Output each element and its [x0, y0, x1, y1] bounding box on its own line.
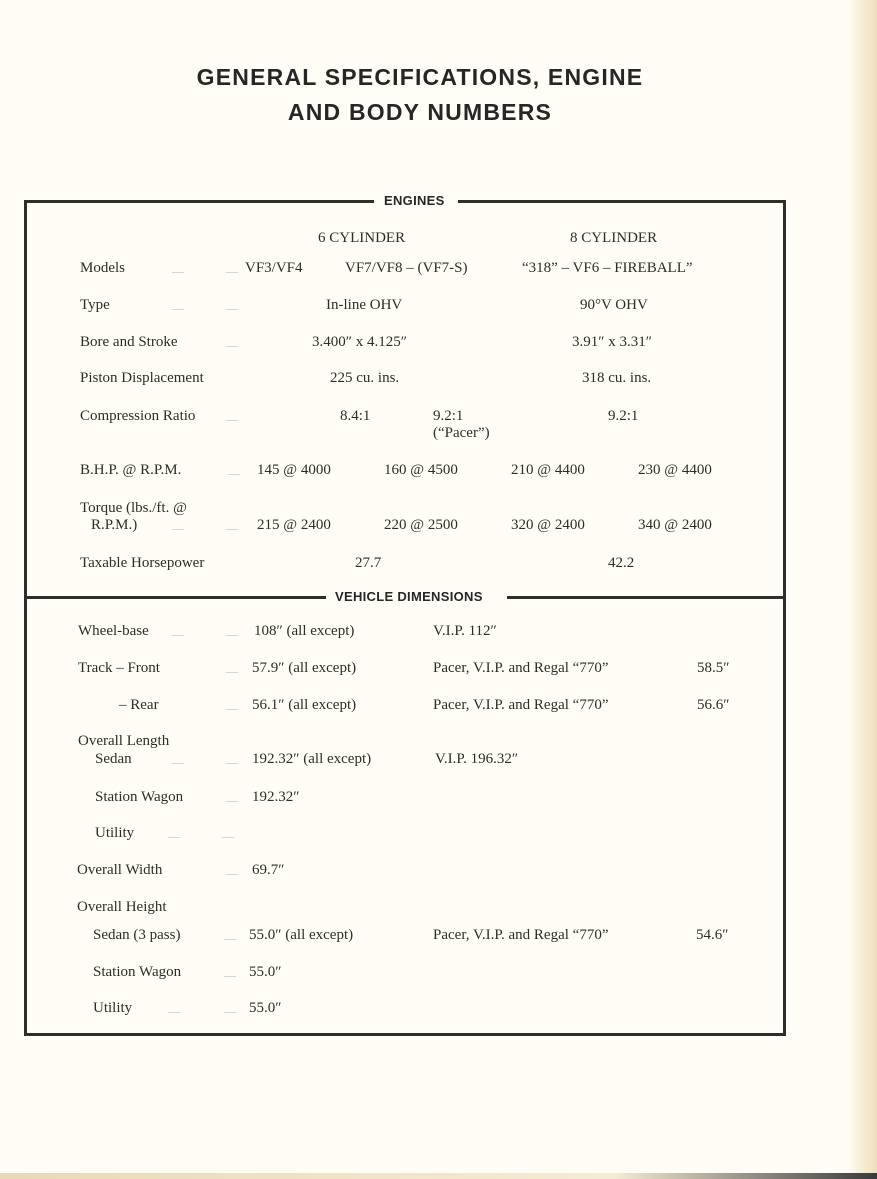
displacement-eight: 318 cu. ins. [582, 370, 652, 386]
compression-six-b: 9.2:1 [433, 408, 464, 424]
leader-dots: ...... [224, 1006, 236, 1015]
bore-stroke-label: Bore and Stroke [80, 334, 178, 350]
leader-dots: ...... [222, 831, 234, 840]
leader-dots: ...... [172, 757, 184, 766]
leader-dots: ...... [224, 970, 236, 979]
engines-section-label: ENGINES [384, 193, 445, 208]
height-wagon-label: Station Wagon [93, 964, 182, 980]
type-label: Type [80, 297, 110, 313]
dimensions-rule-right [507, 596, 786, 599]
leader-dots: ...... [172, 629, 184, 638]
torque-value-2: 220 @ 2500 [384, 517, 458, 533]
leader-dots: ...... [168, 831, 180, 840]
leader-dots: ...... [226, 703, 238, 712]
torque-value-1: 215 @ 2400 [257, 517, 331, 533]
engines-rule-left [24, 200, 374, 203]
track-rear-value: 56.1″ (all except) [252, 697, 357, 713]
leader-dots: ...... [226, 266, 238, 275]
overall-width-value: 69.7″ [252, 862, 285, 878]
displacement-six: 225 cu. ins. [330, 370, 400, 386]
length-utility-label: Utility [95, 825, 135, 841]
dimensions-section-label: VEHICLE DIMENSIONS [335, 589, 483, 604]
bhp-value-1: 145 @ 4000 [257, 462, 331, 478]
track-front-label: Track – Front [78, 660, 160, 676]
bhp-label: B.H.P. @ R.P.M. [80, 462, 182, 478]
leader-dots: ...... [172, 523, 184, 532]
height-sedan-value: 55.0″ (all except) [249, 927, 354, 943]
displacement-label: Piston Displacement [80, 370, 204, 386]
overall-length-label: Overall Length [78, 733, 170, 749]
track-front-exception: Pacer, V.I.P. and Regal “770” [433, 660, 609, 676]
torque-value-4: 340 @ 2400 [638, 517, 712, 533]
page-edge-shadow [847, 0, 877, 1179]
torque-value-3: 320 @ 2400 [511, 517, 585, 533]
track-rear-exception: Pacer, V.I.P. and Regal “770” [433, 697, 609, 713]
leader-dots: ...... [224, 933, 236, 942]
overall-height-label: Overall Height [77, 899, 167, 915]
bhp-value-3: 210 @ 4400 [511, 462, 585, 478]
models-six-a: VF3/VF4 [245, 260, 303, 276]
leader-dots: ...... [226, 868, 238, 877]
models-eight: “318” – VF6 – FIREBALL” [522, 260, 693, 276]
length-sedan-exception: V.I.P. 196.32″ [435, 751, 519, 767]
leader-dots: ...... [226, 795, 238, 804]
leader-dots: ...... [226, 666, 238, 675]
height-utility-value: 55.0″ [249, 1000, 282, 1016]
type-eight: 90°V OHV [580, 297, 648, 313]
six-cylinder-header: 6 CYLINDER [318, 230, 406, 246]
compression-label: Compression Ratio [80, 408, 196, 424]
engines-rule-right [458, 200, 786, 203]
models-label: Models [80, 260, 125, 276]
leader-dots: ...... [172, 303, 184, 312]
overall-width-label: Overall Width [77, 862, 163, 878]
height-sedan-exception: Pacer, V.I.P. and Regal “770” [433, 927, 609, 943]
wheelbase-exception: V.I.P. 112″ [433, 623, 497, 639]
compression-pacer-note: (“Pacer”) [433, 425, 490, 441]
taxable-hp-label: Taxable Horsepower [80, 555, 205, 571]
length-wagon-label: Station Wagon [95, 789, 184, 805]
leader-dots: ...... [226, 414, 238, 423]
page-bottom-edge [0, 1173, 877, 1179]
leader-dots: ...... [226, 523, 238, 532]
torque-label-line-2: R.P.M.) [91, 517, 138, 533]
height-sedan-label: Sedan (3 pass) [93, 927, 181, 943]
length-sedan-label: Sedan [95, 751, 132, 767]
eight-cylinder-header: 8 CYLINDER [570, 230, 658, 246]
height-wagon-value: 55.0″ [249, 964, 282, 980]
compression-eight: 9.2:1 [608, 408, 639, 424]
page-title-line-2: AND BODY NUMBERS [287, 99, 553, 125]
type-six: In-line OHV [326, 297, 403, 313]
leader-dots: ...... [226, 340, 238, 349]
page-title-line-1: GENERAL SPECIFICATIONS, ENGINE [196, 64, 644, 90]
bore-stroke-six: 3.400″ x 4.125″ [312, 334, 407, 350]
dimensions-rule-left [24, 596, 326, 599]
track-front-exception-value: 58.5″ [697, 660, 730, 676]
leader-dots: ...... [228, 468, 240, 477]
torque-label-line-1: Torque (lbs./ft. @ [80, 500, 187, 516]
bore-stroke-eight: 3.91″ x 3.31″ [572, 334, 652, 350]
length-sedan-value: 192.32″ (all except) [252, 751, 372, 767]
track-front-value: 57.9″ (all except) [252, 660, 357, 676]
wheelbase-value: 108″ (all except) [254, 623, 355, 639]
length-wagon-value: 192.32″ [252, 789, 300, 805]
leader-dots: ...... [226, 629, 238, 638]
leader-dots: ...... [168, 1006, 180, 1015]
leader-dots: ...... [172, 266, 184, 275]
track-rear-exception-value: 56.6″ [697, 697, 730, 713]
compression-six-a: 8.4:1 [340, 408, 371, 424]
height-utility-label: Utility [93, 1000, 133, 1016]
leader-dots: ...... [226, 303, 238, 312]
wheelbase-label: Wheel-base [78, 623, 149, 639]
track-rear-label: – Rear [119, 697, 159, 713]
leader-dots: ...... [226, 757, 238, 766]
height-sedan-exception-value: 54.6″ [696, 927, 729, 943]
models-six-b: VF7/VF8 – (VF7-S) [345, 260, 468, 276]
taxable-hp-six: 27.7 [355, 555, 382, 571]
bhp-value-2: 160 @ 4500 [384, 462, 458, 478]
taxable-hp-eight: 42.2 [608, 555, 635, 571]
bhp-value-4: 230 @ 4400 [638, 462, 712, 478]
